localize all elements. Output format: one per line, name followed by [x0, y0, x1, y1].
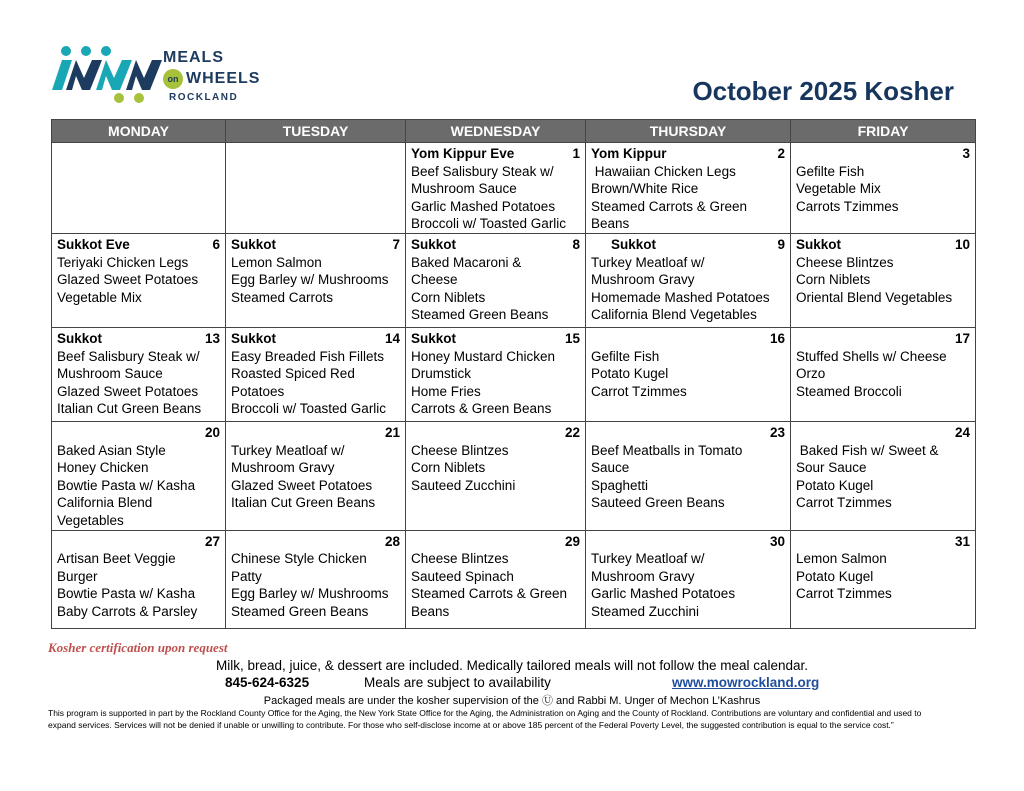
- holiday-label: Yom Kippur: [591, 146, 667, 161]
- menu-item: Sauteed Green Beans: [591, 495, 725, 511]
- holiday-label: Sukkot: [231, 236, 277, 252]
- menu-item: Corn Niblets: [796, 272, 871, 288]
- page-title: October 2025 Kosher: [692, 76, 954, 106]
- menu-item: Turkey Meatloaf w/: [231, 442, 345, 458]
- day-number: 24: [954, 424, 970, 440]
- menu-item: Cheese: [411, 272, 458, 288]
- day-cell: [406, 327, 586, 421]
- day-cell: [226, 327, 406, 421]
- day-number: 10: [954, 236, 970, 252]
- menu-item: Patty: [231, 568, 262, 584]
- day-number: 27: [204, 533, 220, 549]
- menu-item: Baked Asian Style: [57, 442, 166, 458]
- day-number: 21: [384, 424, 400, 440]
- calendar-week-row: [52, 233, 976, 327]
- menu-item: Mushroom Sauce: [411, 181, 517, 197]
- menu-item: California Blend: [57, 495, 153, 511]
- day-number: 15: [564, 330, 580, 346]
- day-cell: [226, 143, 406, 234]
- menu-item: Spaghetti: [591, 477, 649, 493]
- weekday-header: TUESDAY: [226, 120, 406, 143]
- day-cell: [791, 421, 976, 530]
- day-cell: [586, 327, 791, 421]
- menu-item: Roasted Spiced Red: [231, 366, 355, 382]
- menu-item: Steamed Green Beans: [411, 307, 549, 323]
- phone-number: 845-624-6325: [225, 675, 310, 690]
- menu-item: Steamed Carrots & Green: [591, 198, 748, 214]
- weekday-header: THURSDAY: [586, 120, 791, 143]
- availability-note: Meals are subject to availability: [364, 675, 551, 690]
- included-note: Milk, bread, juice, & dessert are included. Medically tailored meals will not follow the meal calendar.: [215, 658, 809, 673]
- menu-item: Potato Kugel: [591, 366, 669, 382]
- menu-item: Corn Niblets: [411, 289, 486, 305]
- menu-item: Vegetable Mix: [796, 181, 881, 197]
- fine-print: This program is supported in part by the Rockland County Office for the Aging, the New York State Office for the Aging, the Administration on Aging and the County of Rockland. Contributions are voluntary and confidential and used to expand services. Services will not be denied if unable or unwilling to contribute. For those who self-disclose income at or above 185 percent of the Federal Poverty Level, the suggested contribution is equal to the service cost.”: [48, 708, 922, 730]
- day-cell: [791, 143, 976, 234]
- calendar-week-row: [52, 530, 976, 628]
- day-number: 29: [564, 533, 580, 549]
- menu-item: Artisan Beet Veggie: [57, 551, 176, 567]
- menu-item: Beef Salisbury Steak w/: [57, 348, 200, 364]
- day-number: 31: [954, 533, 970, 549]
- weekday-header: MONDAY: [52, 120, 226, 143]
- menu-item: Turkey Meatloaf w/: [591, 254, 705, 270]
- menu-item: Easy Breaded Fish Fillets: [231, 348, 385, 364]
- menu-item: Sauce: [591, 460, 630, 476]
- day-cell: [406, 530, 586, 628]
- menu-item: Steamed Zucchini: [591, 603, 700, 619]
- menu-item: Steamed Broccoli: [796, 383, 902, 399]
- day-cell: [52, 327, 226, 421]
- logo-line-wheels: WHEELS: [186, 70, 261, 87]
- menu-item: Stuffed Shells w/ Cheese: [796, 348, 947, 364]
- menu-item: Potato Kugel: [796, 568, 874, 584]
- menu-item: Lemon Salmon: [231, 254, 322, 270]
- day-number: 22: [564, 424, 580, 440]
- day-number: 28: [384, 533, 400, 549]
- day-number: 23: [769, 424, 785, 440]
- menu-item: Chinese Style Chicken: [231, 551, 367, 567]
- menu-item: Garlic Mashed Potatoes: [591, 586, 736, 602]
- menu-item: Burger: [57, 568, 98, 584]
- day-number: 9: [777, 236, 785, 252]
- menu-item: Glazed Sweet Potatoes: [57, 272, 199, 288]
- menu-item: Vegetable Mix: [57, 289, 142, 305]
- menu-item: Beans: [411, 603, 450, 619]
- menu-item: Sauteed Spinach: [411, 568, 514, 584]
- menu-item: Hawaiian Chicken Legs: [591, 163, 736, 179]
- holiday-label: Sukkot: [411, 236, 457, 252]
- menu-item: Beans: [591, 216, 630, 232]
- menu-item: Mushroom Gravy: [231, 460, 335, 476]
- day-number: 13: [204, 330, 220, 346]
- day-cell: [226, 530, 406, 628]
- menu-item: Egg Barley w/ Mushrooms: [231, 586, 389, 602]
- menu-item: Garlic Mashed Potatoes: [411, 198, 556, 214]
- holiday-label: Sukkot: [57, 330, 103, 346]
- kosher-supervision-note: Packaged meals are under the kosher supervision of the Ⓤ and Rabbi M. Unger of Mechon L’Kashrus: [263, 695, 761, 707]
- menu-calendar: [51, 119, 976, 629]
- menu-item: Gefilte Fish: [796, 163, 865, 179]
- menu-item: Vegetables: [57, 512, 124, 528]
- day-number: 2: [777, 146, 785, 161]
- menu-item: Home Fries: [411, 383, 481, 399]
- logo-line-rockland: ROCKLAND: [169, 92, 239, 103]
- menu-item: Carrot Tzimmes: [591, 383, 687, 399]
- day-cell: [406, 421, 586, 530]
- menu-item: Broccoli w/ Toasted Garlic: [231, 401, 387, 417]
- menu-item: Cheese Blintzes: [796, 254, 894, 270]
- menu-item: Glazed Sweet Potatoes: [231, 477, 373, 493]
- holiday-label: Sukkot: [796, 236, 842, 252]
- menu-item: Cheese Blintzes: [411, 442, 509, 458]
- menu-item: Sauteed Zucchini: [411, 477, 516, 493]
- menu-item: Steamed Carrots: [231, 289, 334, 305]
- menu-item: Beef Salisbury Steak w/: [411, 163, 554, 179]
- menu-item: Gefilte Fish: [591, 348, 660, 364]
- menu-item: Homemade Mashed Potatoes: [591, 289, 770, 305]
- menu-item: Carrot Tzimmes: [796, 495, 892, 511]
- day-cell: [586, 530, 791, 628]
- calendar-week-row: [52, 421, 976, 530]
- day-number: 14: [384, 330, 400, 346]
- menu-item: California Blend Vegetables: [591, 307, 757, 323]
- menu-item: Corn Niblets: [411, 460, 486, 476]
- day-cell: [52, 530, 226, 628]
- holiday-label: Sukkot: [231, 330, 277, 346]
- menu-item: Honey Chicken: [57, 460, 149, 476]
- day-cell: [791, 530, 976, 628]
- day-number: 1: [572, 146, 580, 161]
- menu-item: Baby Carrots & Parsley: [57, 603, 198, 619]
- logo-line-meals: MEALS: [163, 49, 224, 66]
- menu-item: Turkey Meatloaf w/: [591, 551, 705, 567]
- calendar-week-row: [52, 143, 976, 234]
- day-cell: [791, 233, 976, 327]
- menu-item: Beef Meatballs in Tomato: [591, 442, 743, 458]
- day-number: 30: [769, 533, 785, 549]
- calendar-week-row: [52, 327, 976, 421]
- day-cell: [586, 233, 791, 327]
- logo-on-badge: on: [163, 69, 183, 89]
- day-cell: [52, 421, 226, 530]
- menu-item: Carrots Tzimmes: [796, 198, 899, 214]
- day-cell: [586, 421, 791, 530]
- day-cell: [791, 327, 976, 421]
- menu-item: Carrot Tzimmes: [796, 586, 892, 602]
- menu-item: Baked Macaroni &: [411, 254, 522, 270]
- day-number: 16: [769, 330, 785, 346]
- menu-item: Baked Fish w/ Sweet &: [796, 442, 939, 458]
- menu-item: Bowtie Pasta w/ Kasha: [57, 477, 196, 493]
- menu-item: Italian Cut Green Beans: [57, 401, 202, 417]
- menu-item: Drumstick: [411, 366, 471, 382]
- website-link[interactable]: www.mowrockland.org: [672, 675, 820, 690]
- menu-item: Brown/White Rice: [591, 181, 699, 197]
- menu-item: Lemon Salmon: [796, 551, 887, 567]
- menu-item: Broccoli w/ Toasted Garlic: [411, 216, 567, 232]
- menu-item: Mushroom Gravy: [591, 568, 695, 584]
- day-cell: [406, 143, 586, 234]
- day-cell: [406, 233, 586, 327]
- menu-item: Mushroom Gravy: [591, 272, 695, 288]
- day-cell: [226, 421, 406, 530]
- menu-item: Steamed Carrots & Green: [411, 586, 568, 602]
- menu-item: Glazed Sweet Potatoes: [57, 383, 199, 399]
- menu-item: Steamed Green Beans: [231, 603, 369, 619]
- logo-wordmark: [163, 50, 260, 103]
- menu-item: Carrots & Green Beans: [411, 401, 552, 417]
- holiday-label: Sukkot Eve: [57, 236, 130, 252]
- calendar-header-row: [52, 120, 976, 143]
- holiday-label: Yom Kippur Eve: [411, 146, 515, 161]
- menu-item: Italian Cut Green Beans: [231, 495, 376, 511]
- menu-item: Sour Sauce: [796, 460, 867, 476]
- menu-item: Oriental Blend Vegetables: [796, 289, 953, 305]
- holiday-label: Sukkot: [611, 236, 657, 252]
- holiday-label: Sukkot: [411, 330, 457, 346]
- weekday-header: FRIDAY: [791, 120, 976, 143]
- menu-item: Mushroom Sauce: [57, 366, 163, 382]
- day-cell: [226, 233, 406, 327]
- menu-item: Honey Mustard Chicken: [411, 348, 556, 364]
- menu-item: Potatoes: [231, 383, 285, 399]
- menu-item: Cheese Blintzes: [411, 551, 509, 567]
- day-number: 6: [212, 236, 220, 252]
- day-cell: [586, 143, 791, 234]
- day-cell: [52, 233, 226, 327]
- day-number: 17: [954, 330, 970, 346]
- day-number: 20: [204, 424, 220, 440]
- day-number: 3: [962, 146, 970, 161]
- day-number: 8: [572, 236, 580, 252]
- menu-item: Potato Kugel: [796, 477, 874, 493]
- menu-item: Bowtie Pasta w/ Kasha: [57, 586, 196, 602]
- menu-item: Teriyaki Chicken Legs: [57, 254, 189, 270]
- day-cell: [52, 143, 226, 234]
- menu-item: Orzo: [796, 366, 826, 382]
- kosher-note: Kosher certification upon request: [48, 640, 228, 655]
- menu-item: Egg Barley w/ Mushrooms: [231, 272, 389, 288]
- weekday-header: WEDNESDAY: [406, 120, 586, 143]
- day-number: 7: [392, 236, 400, 252]
